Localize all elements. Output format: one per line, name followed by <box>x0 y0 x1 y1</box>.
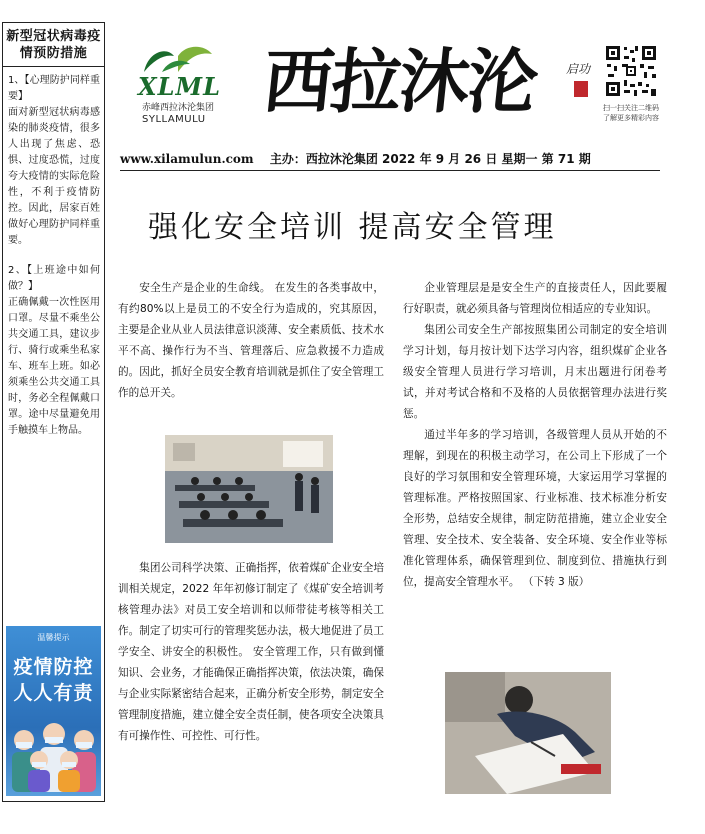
sidebar-section-text: 面对新型冠状病毒感染的肺炎疫情，很多人出现了焦虑、恐惧、过度恐慌，过度夸大疫情的实际危险性，不利于疫情防控。因此，居家百姓做好心理防护同样重要。 <box>8 107 100 246</box>
qr-caption: 了解更多精彩内容 <box>603 114 659 122</box>
sidebar-section-text: 正确佩戴一次性医用口罩。尽量不乘坐公共交通工具，建议步行、骑行或乘坐私家车、班车上班。如必须乘坐公共交通工具时，务必全程佩戴口罩。途中尽量避免用手触摸车上物品。 <box>8 297 100 436</box>
logo-english-name: SYLLAMULU <box>142 114 206 125</box>
article-paragraph: 通过半年多的学习培训，各级管理人员从开始的不理解，到现在的积极主动学习，在公司上下形成了一个良好的学习氛围和安全管理环境，大家运用学习掌握的管理标准。严格按照国家、行业标准、技术标准分析安全形势，总结安全规律，制定防范措施，建立企业安全管理、安全技术、安全装备、安全环境、安全作业等标准化管理体系，确保管理到位、制度到位、措施执行到位，提高安全管理水平。 （下转 3 版） <box>403 429 667 588</box>
worker-writing-photo <box>445 672 611 794</box>
qr-caption: 扫一扫关注二维码 <box>603 104 659 112</box>
leaf-logo-icon <box>138 42 216 76</box>
promo-tag: 温馨提示 <box>37 633 70 642</box>
writing-scene <box>445 672 611 794</box>
issue-info-bar <box>120 150 591 167</box>
sidebar-section-heading: 1、【心理防护同样重要】 <box>8 75 100 102</box>
article-paragraph: 集团公司安全生产部按照集团公司制定的安全培训学习计划，每月按计划下达学习内容，组织煤矿企业各级安全管理人员进行学习培训，月末出题进行闭卷考试，并对考试合格和不及格的人员依据管理办法进行奖惩。 <box>403 324 667 420</box>
article-column-left-bottom <box>118 558 384 747</box>
article-headline: 强化安全培训 提高安全管理 <box>148 210 557 245</box>
training-classroom-photo <box>165 435 333 543</box>
calligrapher-signature <box>566 60 602 97</box>
qr-code-icon <box>604 44 658 98</box>
epidemic-promo-banner <box>6 626 101 796</box>
promo-line-1: 疫情防控 <box>13 656 94 678</box>
website-url[interactable]: www.xilamulun.com <box>120 152 254 166</box>
group-logo <box>138 42 221 130</box>
newspaper-title: 西拉沐沦 <box>259 40 540 123</box>
red-seal-icon <box>574 81 588 97</box>
sidebar-section-heading: 2、【上班途中如何做？】 <box>8 265 100 292</box>
masthead-divider <box>120 170 660 171</box>
article-paragraph: 企业管理层是是安全生产的直接责任人，因此要履行好职责，就必须具备与管理岗位相适应的专业知识。 <box>403 282 667 315</box>
signature-text: 启功 <box>566 62 591 76</box>
article-column-left-top <box>118 278 384 404</box>
article-column-right <box>403 278 667 593</box>
logo-wordmark: XLML <box>138 72 221 101</box>
sidebar-title: 新型冠状病毒疫情预防措施 <box>3 23 104 67</box>
sidebar-section-psychology <box>3 67 104 249</box>
article-paragraph: 集团公司科学决策、正确指挥，依着煤矿企业安全培训相关规定，2022 年年初修订制定了《煤矿安全培训考核管理办法》对员工安全培训和以师带徒考核等相关工作。制定了切实可行的管理奖惩办法，极大地促进了员工学安全、讲安全的积极性。 安全管理工作，只有做到懂知识、会业务，才能确保正确指挥决策，依法决策，确保与企业实际紧密结合起来，正确分析安全形势，制定安全管理制度措施，建立健全安全责任制，使各项安全决策具有可操作性、可控性、可行性。 <box>118 562 384 742</box>
promo-line-2: 人人有责 <box>13 682 94 704</box>
logo-company-name: 赤峰西拉沐沦集团 <box>142 103 215 113</box>
issue-details: 主办：西拉沐沦集团 2022 年 9 月 26 日 星期一 第 71 期 <box>269 152 591 166</box>
sidebar-section-commute <box>3 257 104 439</box>
masked-people-illustration <box>10 710 98 792</box>
sidebar-panel <box>2 22 105 802</box>
classroom-scene <box>165 435 333 543</box>
article-paragraph: 安全生产是企业的生命线。 在发生的各类事故中，有约80%以上是员工的不安全行为造成的，究其原因，主要是企业从业人员法律意识淡薄、安全素质低、技术水平不高、操作行为不当、管理落后、应急救援不力造成的。因此，抓好全员安全教育培训就是抓住了安全管理工作的总开关。 <box>118 282 384 399</box>
